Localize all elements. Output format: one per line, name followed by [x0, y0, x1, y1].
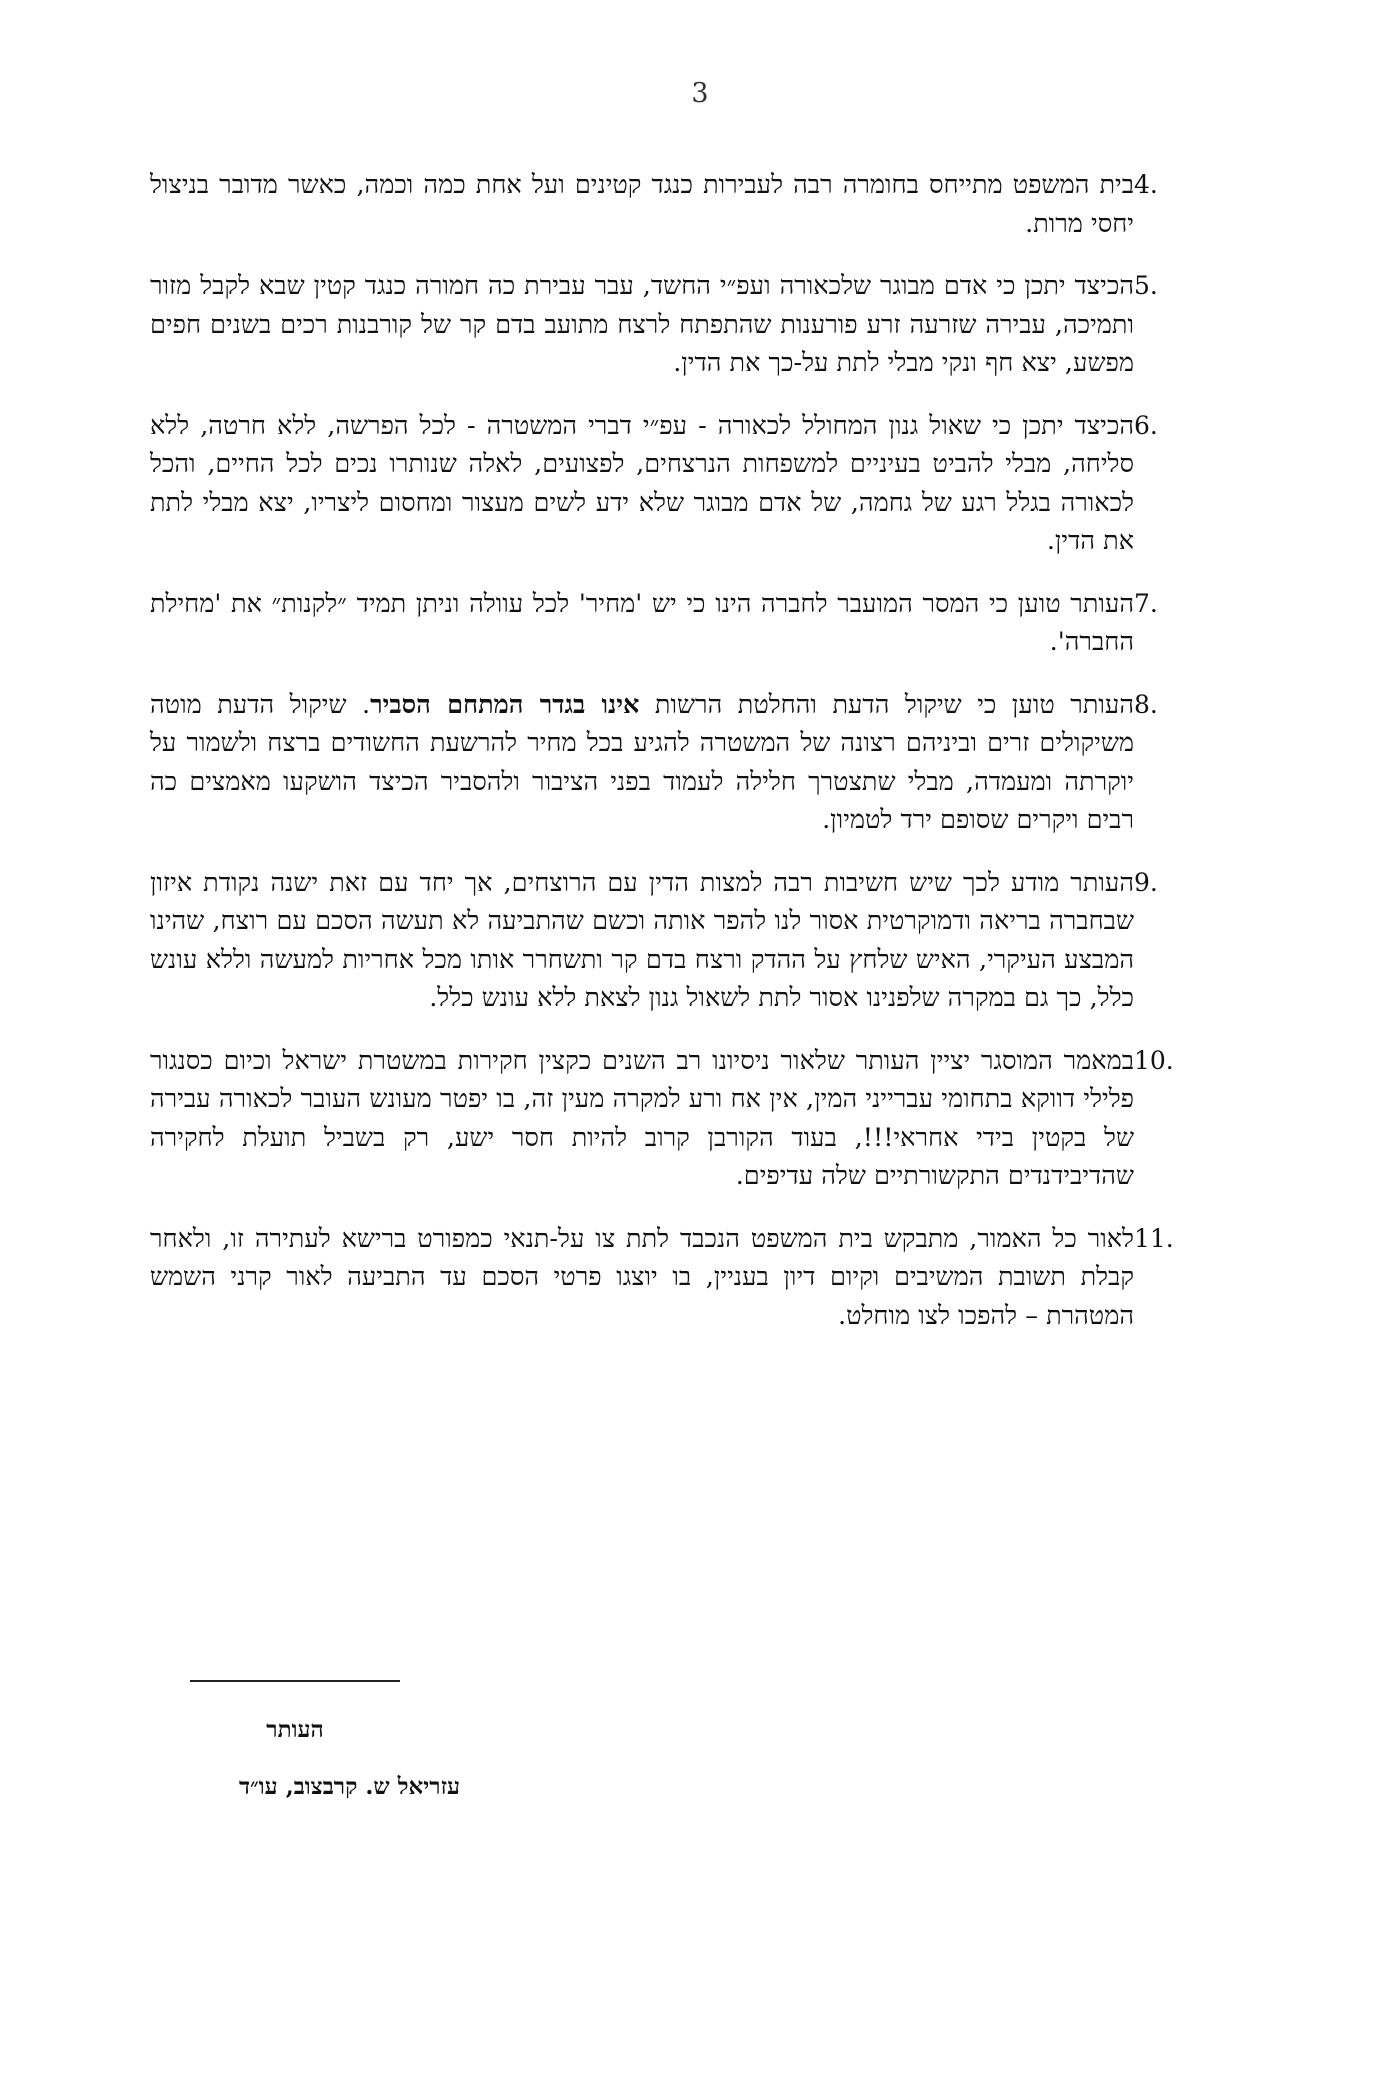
clause-text-emphasis: אינו בגדר המתחם הסביר [370, 689, 640, 720]
clause-text-after: . שיקול הדעת מוטה משיקולים זרים וביניהם רצונה של המשטרה להגיע בכל מחיר להרשעת החשודים ברצח ולשמור על יוקרתה ומעמדה, מבלי שתצטרך חלילה לעמוד בפני הציבור ולהסביר הכיצד הושקעו מאמצים כה רבים ויקרים שסופם ירד לטמיון. [150, 689, 1134, 835]
clause-text-before: העותר טוען כי שיקול הדעת והחלטת הרשות [639, 689, 1134, 720]
page-number: 3 [691, 78, 709, 109]
signature-line [190, 1660, 400, 1682]
clause-7 [150, 585, 1174, 662]
clause-4 [150, 166, 1174, 243]
clause-11 [150, 1220, 1174, 1336]
clause-text: הכיצד יתכן כי אדם מבוגר שלכאורה ועפ״י החשד, עבר עבירת כה חמורה כנגד קטין שבא לקבל מזור ותמיכה, עבירה שזרעה זרע פורענות שהתפתח לרצח מתועב בדם קר של קורבנות רכים בשנים חפים מפשע, יצא חף ונקי מבלי לתת על-כך את הדין. [150, 271, 1134, 378]
signature-name: עזריאל ש. קרבצוב, עו״ד [238, 1773, 460, 1800]
clause-number: 11. [1134, 1223, 1174, 1253]
clause-text: הכיצד יתכן כי שאול גנון המחולל לכאורה - עפ״י דברי המשטרה - לכל הפרשה, ללא חרטה, ללא סליחה, מבלי להביט בעיניים למשפחות הנרצחים, לפצועים, לאלה שנותרו נכים לכל החיים, והכל לכאורה בגלל רגע של גחמה, של אדם מבוגר שלא ידע לשים מעצור ומחסום ליצריו, יצא מבלי לתת את הדין. [150, 410, 1134, 556]
clause-number: 5. [1134, 271, 1158, 300]
clause-number: 7. [1134, 588, 1158, 618]
clause-number: 4. [1134, 170, 1158, 199]
clause-10 [150, 1042, 1174, 1196]
clause-5 [150, 267, 1174, 383]
clause-number: 10. [1134, 1045, 1174, 1075]
signature-role: העותר [266, 1716, 324, 1743]
clause-text: העותר טוען כי המסר המועבר לחברה הינו כי יש 'מחיר' לכל עוולה וניתן תמיד ״לקנות״ את 'מחילת החברה'. [150, 588, 1134, 657]
clause-number: 6. [1134, 410, 1158, 440]
clause-text: בית המשפט מתייחס בחומרה רבה לעבירות כנגד קטינים ועל אחת כמה וכמה, כאשר מדובר בניצול יחסי מרות. [150, 170, 1134, 239]
clause-text: במאמר המוסגר יציין העותר שלאור ניסיונו רב השנים כקצין חקירות במשטרת ישראל וכיום כסנגור פלילי דווקא בתחומי עברייני המין, אין אח ורע למקרה מעין זה, בו יפטר מעונש העובר לכאורה עבירה של בקטין בידי אחראי!!!, בעוד הקורבן קרוב להיות חסר ישע, רק בשביל תועלת לחקירה שהדיבידנדים התקשורתיים שלה עדיפים. [150, 1045, 1134, 1191]
clause-8 [150, 686, 1174, 840]
clause-number: 8. [1134, 689, 1158, 719]
clause-number: 9. [1134, 867, 1158, 897]
signature-block [130, 1660, 460, 1800]
clause-6 [150, 407, 1174, 561]
clause-text: לאור כל האמור, מתבקש בית המשפט הנכבד לתת צו על-תנאי כמפורט ברישא לעתירה זו, ולאחר קבלת תשובת המשיבים וקיום דיון בעניין, בו יוצגו פרטי הסכם עד התביעה לאור קרני השמש המטהרת – להפכו לצו מוחלט. [150, 1223, 1134, 1331]
clause-text [150, 686, 1134, 840]
petition-clauses [150, 166, 1174, 1359]
clause-9 [150, 864, 1174, 1018]
clause-text: העותר מודע לכך שיש חשיבות רבה למצות הדין עם הרוצחים, אך יחד עם זאת ישנה נקודת איזון שבחברה בריאה ודמוקרטית אסור לנו להפר אותה וכשם שהתביעה לא תעשה הסכם עם רוצח, שהינו המבצע העיקרי, האיש שלחץ על ההדק ורצח בדם קר ותשחרר אותו מכל אחריות למעשה וללא עונש כלל, כך גם במקרה שלפנינו אסור לתת לשאול גנון לצאת ללא עונש כלל. [150, 867, 1134, 1013]
